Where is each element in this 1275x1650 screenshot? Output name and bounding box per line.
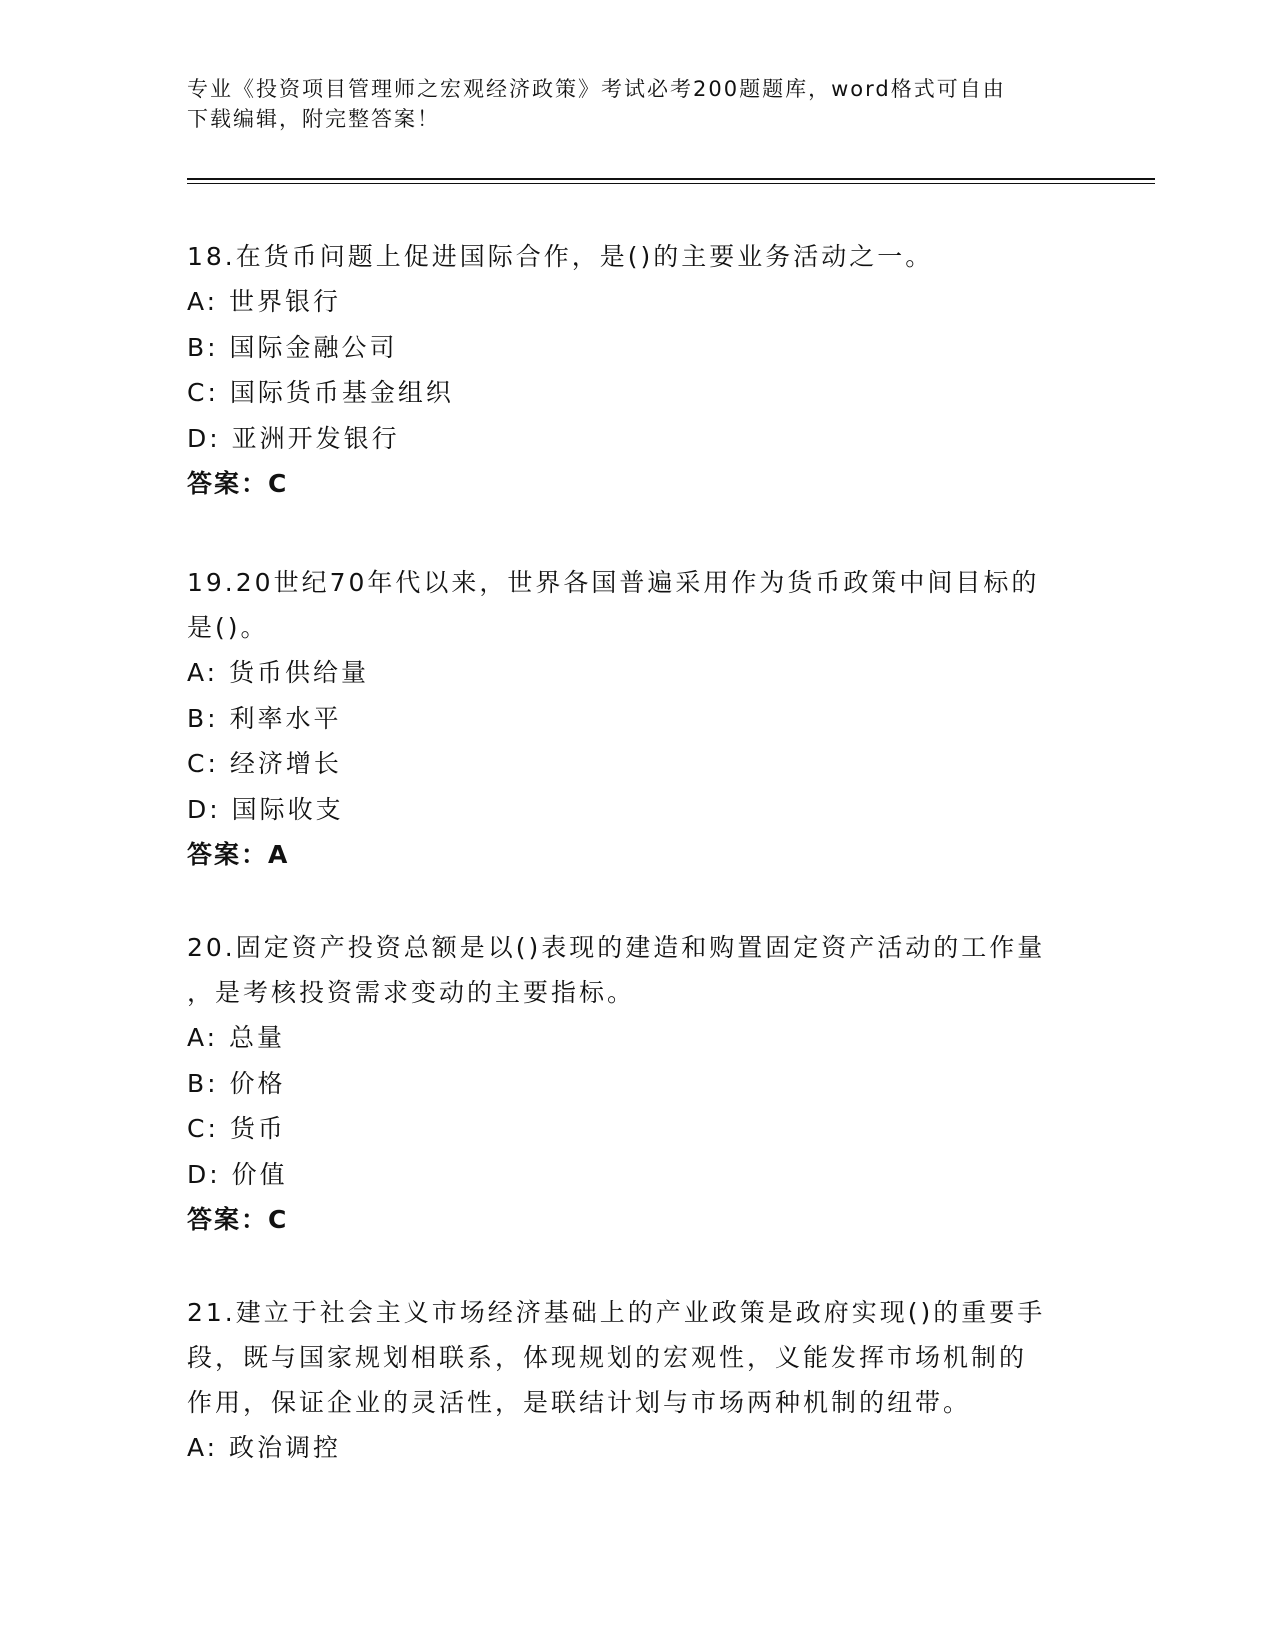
option-a: A: 政治调控 (187, 1433, 342, 1462)
option-b: B: 国际金融公司 (187, 332, 398, 362)
option-a: A: 世界银行 (187, 287, 342, 316)
question-20 (187, 925, 1087, 1242)
question-19 (187, 560, 1087, 877)
option-d: D: 亚洲开发银行 (187, 423, 400, 453)
answer-label: 答案：C (187, 469, 289, 498)
option-d: D: 国际收支 (187, 794, 344, 824)
option-a: A: 货币供给量 (187, 658, 370, 687)
question-stem: 段，既与国家规划相联系，体现规划的宏观性，义能发挥市场机制的 (187, 1343, 1028, 1372)
question-stem: 作用，保证企业的灵活性，是联结计划与市场两种机制的纽带。 (187, 1388, 972, 1417)
option-d: D: 价值 (187, 1159, 288, 1189)
question-stem: 19.20世纪70年代以来，世界各国普遍采用作为货币政策中间目标的 (187, 568, 1040, 597)
question-stem: 18.在货币问题上促进国际合作，是()的主要业务活动之一。 (187, 242, 934, 271)
option-a: A: 总量 (187, 1023, 286, 1052)
question-stem: 是()。 (187, 613, 269, 642)
answer-label: 答案：C (187, 1205, 289, 1234)
question-stem: ，是考核投资需求变动的主要指标。 (187, 978, 636, 1007)
header-line-2: 下载编辑，附完整答案！ (187, 107, 440, 131)
header-rule-thin (187, 183, 1155, 184)
question-stem: 20.固定资产投资总额是以()表现的建造和购置固定资产活动的工作量 (187, 933, 1046, 962)
option-c: C: 国际货币基金组织 (187, 378, 454, 407)
document-header (187, 74, 1067, 134)
header-rule-thick (187, 178, 1155, 180)
question-21 (187, 1290, 1087, 1471)
option-b: B: 利率水平 (187, 703, 342, 733)
option-b: B: 价格 (187, 1068, 286, 1098)
option-c: C: 货币 (187, 1114, 286, 1143)
option-c: C: 经济增长 (187, 749, 342, 778)
question-18 (187, 234, 1087, 506)
question-stem: 21.建立于社会主义市场经济基础上的产业政策是政府实现()的重要手 (187, 1298, 1046, 1327)
answer-label: 答案：A (187, 840, 290, 869)
header-line-1: 专业《投资项目管理师之宏观经济政策》考试必考200题题库，word格式可自由 (187, 77, 1006, 101)
